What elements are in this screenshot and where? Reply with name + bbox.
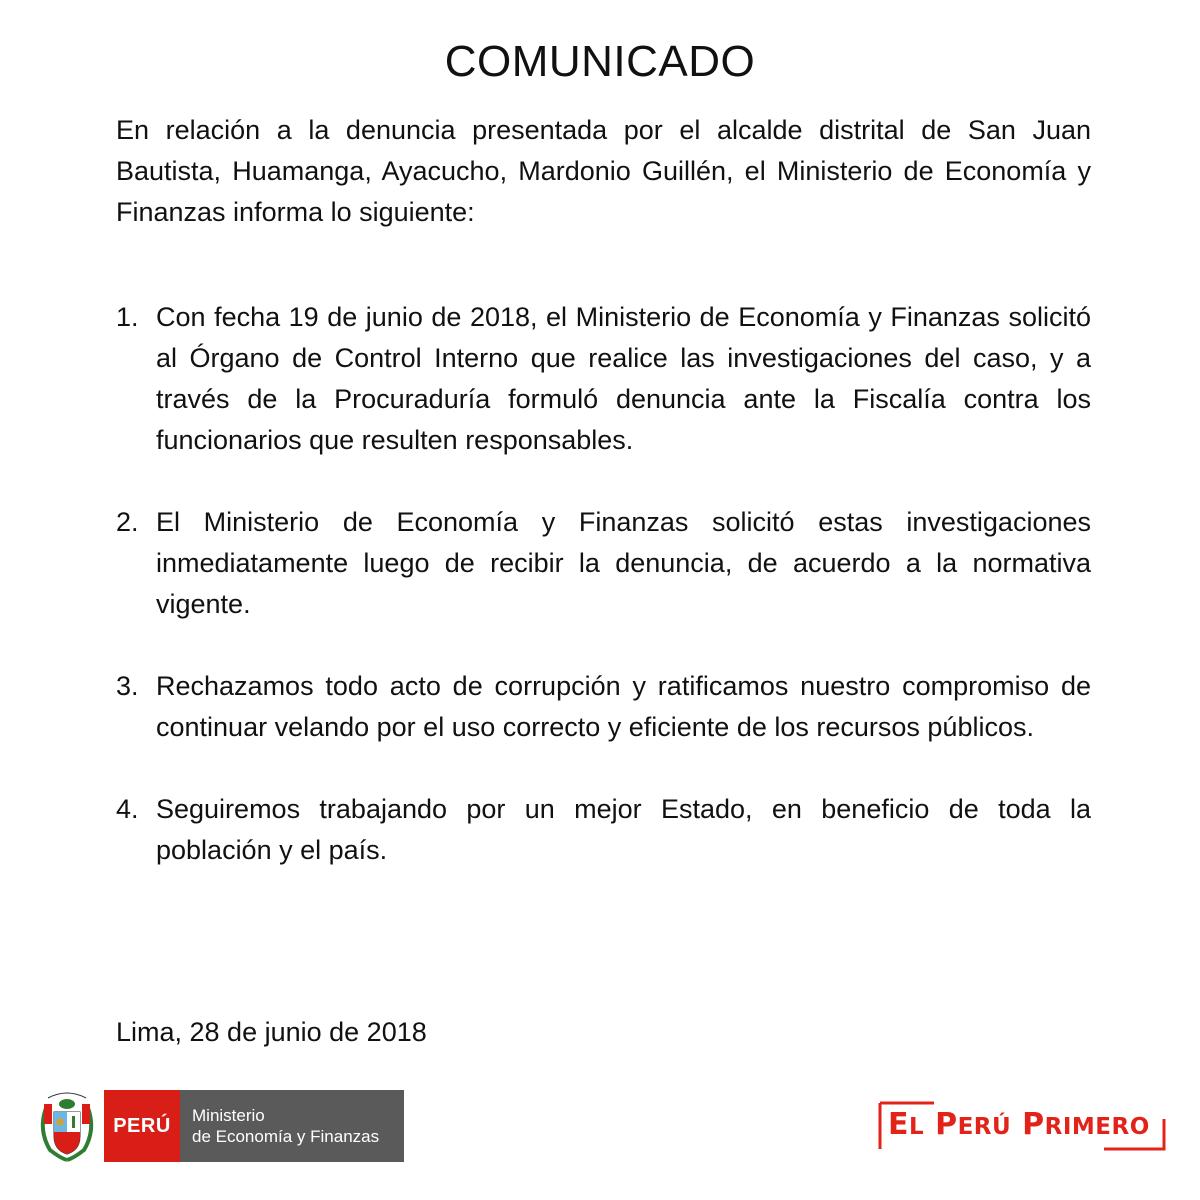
list-item [116,666,1091,748]
list-item-number: 2. [116,507,139,537]
page-title: COMUNICADO [444,37,756,86]
list-item-text: Rechazamos todo acto de corrupción y ratificamos nuestro compromiso de continuar velando por el uso correcto y eficiente de los recursos públicos. [156,671,1091,742]
el-peru-primero-logo [874,1097,1170,1153]
place-date: Lima, 28 de junio de 2018 [116,1017,427,1047]
list-item [116,789,1091,871]
list-item-text: Con fecha 19 de junio de 2018, el Ministerio de Economía y Finanzas solicitó al Órgano de Control Interno que realice las investigaciones del caso, y a través de la Procuraduría formuló denuncia ante la Fiscalía contra los funcionarios que resulten responsables. [156,302,1091,455]
ministry-name [180,1090,404,1162]
peru-label: PERÚ [104,1090,180,1162]
list-item-number: 4. [116,794,139,824]
list-item-text: El Ministerio de Economía y Finanzas solicitó estas investigaciones inmediatamente luego de recibir la denuncia, de acuerdo a la normativa vigente. [156,507,1091,619]
list-item-number: 3. [116,671,139,701]
intro-paragraph: En relación a la denuncia presentada por el alcalde distrital de San Juan Bautista, Huamanga, Ayacucho, Mardonio Guillén, el Ministerio de Economía y Finanzas informa lo siguiente: [116,115,1091,227]
numbered-list [116,297,1091,912]
list-item [116,297,1091,461]
ministry-name-line2: de Economía y Finanzas [192,1127,380,1146]
logo-wordmark: EL PERÚ PRIMERO [888,1107,1150,1142]
list-item-text: Seguiremos trabajando por un mejor Estado, en beneficio de toda la población y el país. [156,794,1091,865]
ministry-logo [36,1090,404,1162]
list-item-number: 1. [116,302,139,332]
coat-of-arms-icon [36,1090,98,1162]
list-item [116,502,1091,625]
ministry-name-line1: Ministerio [192,1106,265,1125]
